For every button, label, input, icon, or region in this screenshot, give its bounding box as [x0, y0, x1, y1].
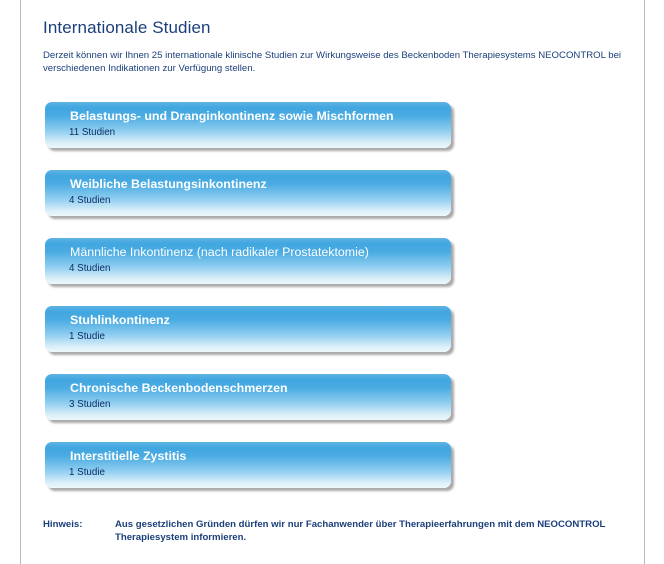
study-button-chronische-beckenbodenschmerzen[interactable] — [45, 374, 451, 420]
study-title: Chronische Beckenbodenschmerzen — [70, 381, 288, 395]
study-title: Interstitielle Zystitis — [70, 449, 187, 463]
study-count: 1 Studie — [69, 467, 105, 478]
page-title: Internationale Studien — [43, 18, 211, 37]
study-button-maennliche-inkontinenz[interactable] — [45, 238, 451, 284]
study-count: 11 Studien — [69, 127, 116, 138]
study-title: Weibliche Belastungsinkontinenz — [70, 177, 267, 191]
study-button-weibliche-belastungsinkontinenz[interactable] — [45, 170, 451, 216]
note-text: Aus gesetzlichen Gründen dürfen wir nur Fachanwender über Therapieerfahrungen mit dem NEOCONTROL Therapiesystem informieren. — [115, 519, 606, 543]
study-button-stuhlinkontinenz[interactable] — [45, 306, 451, 352]
study-title: Belastungs- und Dranginkontinenz sowie Mischformen — [70, 109, 394, 123]
note-label: Hinweis: — [43, 519, 83, 530]
study-button-belastungs-dranginkontinenz[interactable] — [45, 102, 451, 148]
study-count: 4 Studien — [69, 263, 111, 274]
study-count: 1 Studie — [69, 331, 105, 342]
study-count: 4 Studien — [69, 195, 111, 206]
intro-text: Derzeit können wir Ihnen 25 internationale klinische Studien zur Wirkungsweise des Beckenboden Therapiesystems NEOCONTROL bei verschiedenen Indikationen zur Verfügung stellen. — [43, 50, 622, 74]
study-button-interstitielle-zystitis[interactable] — [45, 442, 451, 488]
study-list — [45, 102, 455, 510]
study-title: Männliche Inkontinenz (nach radikaler Prostatektomie) — [70, 245, 369, 259]
study-count: 3 Studien — [69, 399, 111, 410]
study-title: Stuhlinkontinenz — [70, 313, 170, 327]
